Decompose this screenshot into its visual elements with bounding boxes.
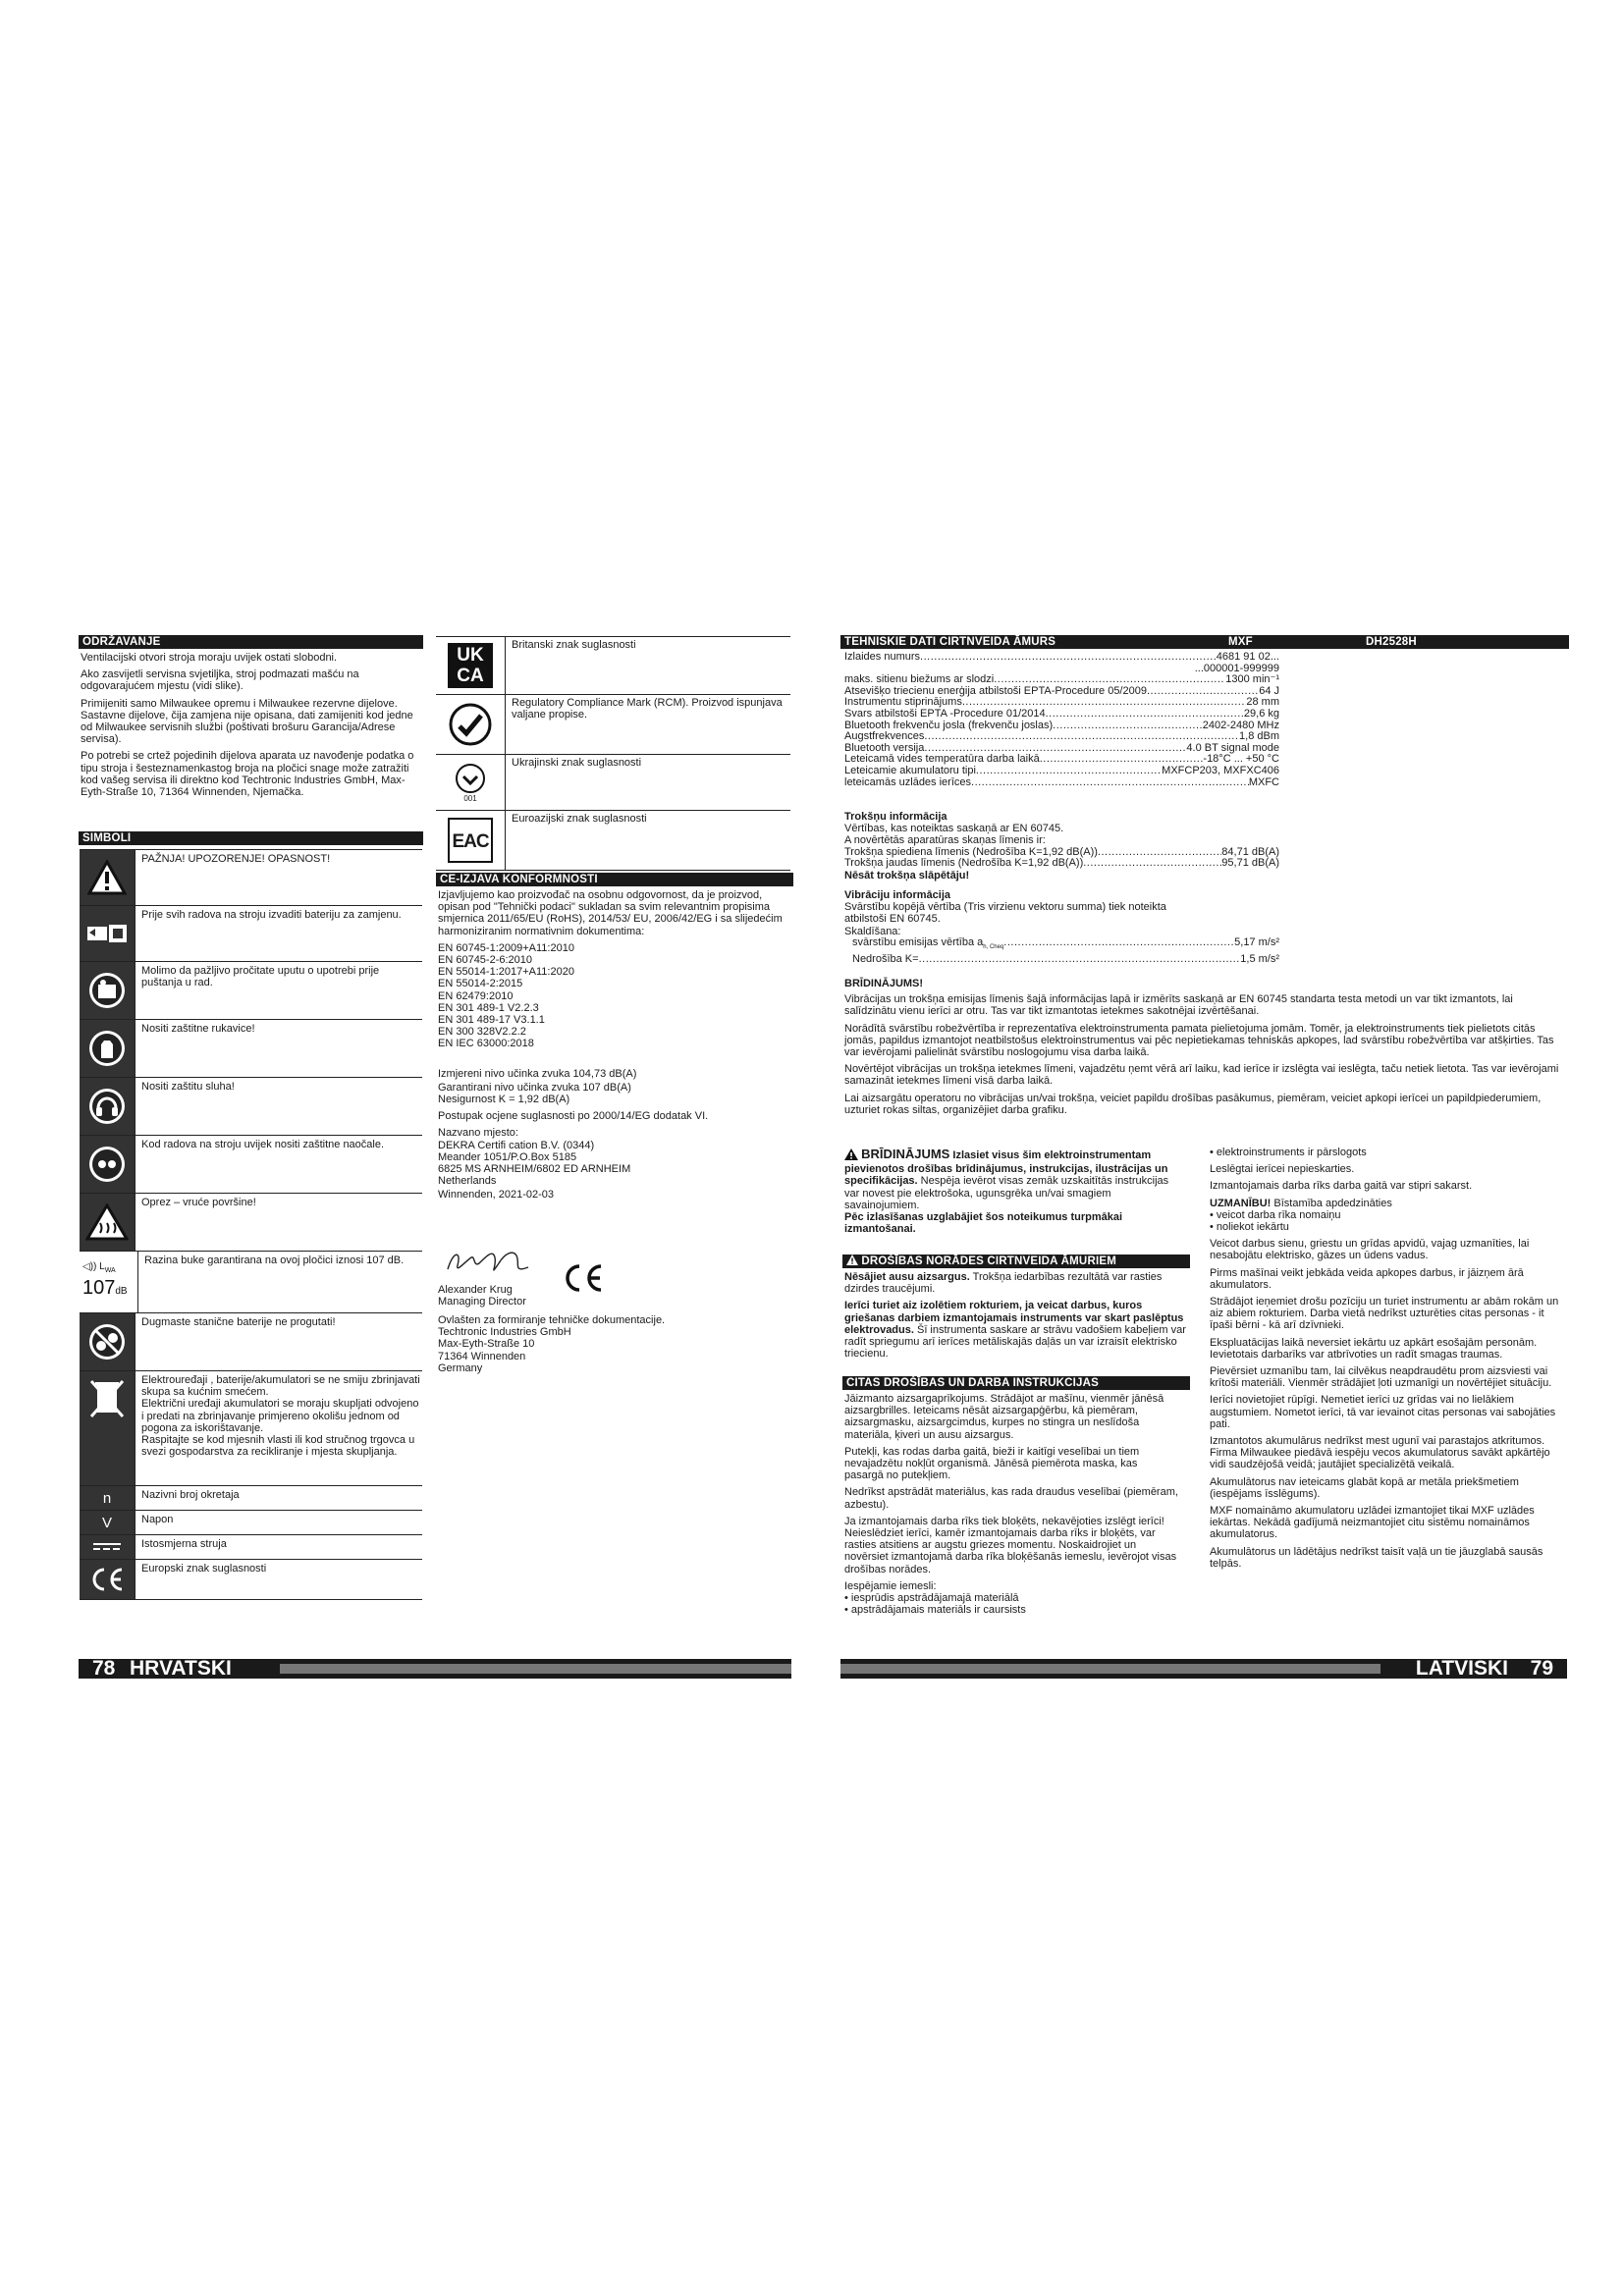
paragraph: Vibrācijas un trokšņa emisijas līmenis šajā informācijas lapā ir izmērīts saskaņā ar EN 60745 standarta testa metodi un var tikt izmantots, lai salīdzinātu vienu ierīci ar otru. Tas var tikt izmantotas ietekmes sakotnējai izvērtēšanai. — [844, 993, 1513, 1018]
paragraph: Norādītā svārstību robežvērtība ir reprezentatīva elektroinstrumenta pamata pielietojuma jomām. Tomēr, ja elektroinstruments tiek pielietots citās jomās, papildus izmantojot neatbilstošus elektroinstrumentus vai pēc nepietiekamas tehniskās apkopes, lad svārstību robežvērtība var atšķirties. Tas var ievērojami palielināt svārstību noslogojumu visa darba laikā. — [844, 1022, 1554, 1059]
spec-value: 4681 91 02... — [1216, 651, 1279, 663]
paragraph: Ja izmantojamais darba rīks tiek bloķēts, nekavējoties izslēgt ierīci! Neieslēdziet ierīci, kamēr izmantojamais darba rīks ir bloķēts, var rasties atsitiens ar augstu griezes momentu. Noskaidrojiet un novērsiet izmantojamā darba rīka bloķēšanās iemeslu, ievērojot visas drošības norādes. — [844, 1515, 1177, 1575]
spec-value: 28 mm — [1246, 696, 1279, 709]
paragraph: Pievērsiet uzmanību tam, lai cilvēkus neapdraudētu prom aizsviesti vai krītoši materiāli. Vienmēr strādājiet ļoti uzmanīgi un novērtējiet situāciju. — [1210, 1365, 1552, 1390]
footer-right — [840, 1659, 1567, 1679]
ce-intro: Izjavljujemo kao proizvođač na osobnu odgovornost, da je proizvod, opisan pod "Tehnički podaci" sukladan sa svim relevantnim propisima smjernica 2011/65/EU (RoHS), 2014/53/ EU, 2006/42/EG i sa slijedećim harmoniziranim normativnim dokumentima: — [438, 889, 783, 937]
tech-data-table — [844, 652, 1279, 788]
paragraph: Ierīci novietojiet rūpīgi. Nemetiet ierīci uz grīdas vai no lielākiem augstumiem. Nometot ierīci, tā var ievainot citas personas vai sabojāties pati. — [1210, 1394, 1556, 1430]
vibration-line: Skaldīšana: — [844, 925, 901, 937]
spec-row — [844, 954, 1279, 966]
ce-place-date: Winnenden, 2021-02-03 — [438, 1189, 555, 1201]
symbol-text: Dugmaste stanične baterije ne progutati! — [141, 1316, 336, 1328]
symbol-text: PAŽNJA! UPOZORENJE! OPASNOST! — [141, 853, 331, 865]
noise-warning: Nēsāt trokšņa slāpētāju! — [844, 869, 970, 881]
section-header-citas: CITAS DROŠĪBAS UN DARBA INSTRUKCIJAS — [842, 1376, 1190, 1390]
safety-goggles-icon — [80, 1136, 135, 1193]
eac-mark-icon — [436, 811, 506, 870]
remove-battery-icon — [80, 906, 135, 961]
section-header-odrzavanje: ODRŽAVANJE — [79, 635, 423, 649]
spec-value: MXFCP203, MXFXC406 — [1162, 764, 1279, 776]
paragraph: Akumulātorus nav ieteicams glabāt kopā ar metāla priekšmetiem (iespējams īsslēgums). — [1210, 1475, 1519, 1500]
symbol-text: Nazivni broj okretaja — [141, 1489, 240, 1501]
ear-protection-icon — [80, 1078, 135, 1135]
symbol-row — [80, 962, 422, 1020]
paragraph: Ventilacijski otvori stroja moraju uvijek ostati slobodni. — [81, 652, 338, 664]
mark-text: Britanski znak suglasnosti — [512, 639, 636, 651]
symbol-row — [80, 1136, 422, 1194]
ce-mark-icon — [80, 1560, 135, 1599]
mark-row — [436, 811, 790, 871]
warning-bold: Izlasiet visus šim elektroinstrumentam pievienotos drošības brīdinājumus, instrukcijas, ilustrācijas un specifikācijas. — [844, 1149, 1168, 1188]
symbol-row — [80, 1020, 422, 1078]
uzmanibu-text: Bīstamība apdedzināties — [1271, 1197, 1392, 1209]
mark-row — [436, 637, 790, 695]
paragraph: Veicot darbus sienu, griestu un grīdas apvidū, vajag uzmanīties, lai nesabojātu elektrisko, gāzes un ūdens vadus. — [1210, 1238, 1530, 1262]
paragraph: Ekspluatācijas laikā neversiet iekārtu uz apkārt esošajām personām. Ievietotais darbarīks var atbrīvoties un radīt smagas traumas. — [1210, 1336, 1538, 1361]
symbol-row — [80, 1535, 422, 1560]
ukca-top: UK — [457, 645, 484, 666]
paragraph: Lai aizsargātu operatoru no vibrācijas un/vai trokšņa, veiciet papildu drošības pasākumus, piemēram, veiciet apkopi ierīcei un papildpiederumiem, uzturiet rokas siltas, organizējiet darba grafiku. — [844, 1092, 1542, 1116]
paragraph: Leslēgtai ierīcei nepieskarties. — [1210, 1163, 1355, 1176]
symbol-row — [80, 1313, 422, 1371]
ce-notified-body: Nazvano mjesto: DEKRA Certifi cation B.V. (0344) Meander 1051/P.O.Box 5185 6825 MS ARNHEIM/6802 ED ARNHEIM Netherlands — [438, 1127, 631, 1188]
marks-table — [436, 636, 790, 871]
sound-lwa: L — [99, 1261, 105, 1272]
ce-uncertainty: Nesigurnost K = 1,92 dB(A) — [438, 1094, 570, 1106]
spec-label: Trokšņa spiediena līmenis (Nedrošība K=1,92 dB(A)) — [844, 845, 1098, 858]
mark-row — [436, 695, 790, 755]
no-charging-icon — [80, 1313, 135, 1370]
bridinajums-block — [844, 978, 1563, 1121]
gloves-icon — [80, 1020, 135, 1077]
bullet-list — [1210, 1209, 1563, 1233]
paragraph: MXF nomaināmo akumulatoru uzlādei izmantojiet tikai MXF uzlādes iekārtas. Nekādā gadījumā neizmantojiet citu sistēmu nomaināmos akumulatorus. — [1210, 1505, 1535, 1541]
paragraph: Iespējamie iemesli: — [844, 1579, 937, 1592]
spec-value: 84,71 dB(A) — [1221, 845, 1279, 858]
symbol-text: Istosmjerna struja — [141, 1538, 227, 1550]
spec-value: 5,17 m/s² — [1234, 935, 1279, 948]
uzmanibu-bold: UZMANĪBU! — [1210, 1197, 1272, 1209]
symbol-text: Nositi zaštitne rukavice! — [141, 1023, 255, 1035]
symbol-text: Elektrouređaji , baterije/akumulatori se ne smiju zbrinjavati skupa sa kućnim smećem. Električni uređaji akumulatori se moraju skupljati odvojeno i predati na zbrinjavanje primjereno okolišu jednom od pogona za iskorištavanje. Raspitajte se kod mjesnih vlasti ili kod stručnog trgovca u svezi gospodarstva za recikliranje i mjesta skupljanja. — [141, 1374, 420, 1459]
spec-value: -18°C ... +50 °C — [1203, 753, 1279, 766]
symbols-table — [80, 849, 422, 1600]
paragraph: Jāizmanto aizsargaprīkojums. Strādājot ar mašīnu, vienmēr jānēsā aizsargbrilles. Ieteicams nēsāt aizsargapģērbu, kā piemēram, aizsargmasku, aizsargcimdus, kurpes no stingra un neslīdoša materiāla, ķiveri un ausu aizsargus. — [844, 1393, 1164, 1441]
paragraph: Strādājot ieņemiet drošu pozīciju un turiet instrumentu ar abām rokām un aiz abiem rokturiem. Darba vietā nedrīkst uzturēties citas personas - it īpaši bērni - kā arī dzīvnieki. — [1210, 1296, 1559, 1332]
symbol-row — [80, 1560, 422, 1600]
right-column-text — [1210, 1147, 1563, 1575]
symbol-row — [80, 1511, 422, 1535]
warning-lead: BRĪDINĀJUMS — [861, 1147, 950, 1161]
paragraph — [1210, 1198, 1563, 1209]
footer-language: HRVATSKI — [130, 1657, 232, 1680]
paragraph: Ako zasvijetli servisna svjetiljka, stroj podmazati mašću na odgovarajućem mjestu (vidi slike). — [81, 668, 359, 693]
symbol-text: Nositi zaštitu sluha! — [141, 1081, 235, 1093]
paragraph: Nedrīkst apstrādāt materiālus, kas rada draudus veselībai (piemēram, azbestu). — [844, 1486, 1178, 1511]
spec-label: Atsevišķo triecienu enerģija atbilstoši EPTA-Procedure 05/2009 — [844, 684, 1147, 697]
spec-value: 1,5 m/s² — [1240, 952, 1279, 965]
spec-value: 1300 min⁻¹ — [1225, 673, 1279, 686]
normal-text: Trokšņa iedarbības rezultātā var rasties dzirdes traucējumi. — [844, 1271, 1163, 1296]
read-manual-icon — [80, 962, 135, 1019]
tech-col1: MXF — [1228, 636, 1253, 648]
citas-text — [844, 1393, 1178, 1616]
list-item: • iesprūdis apstrādājamajā materiālā — [844, 1592, 1178, 1604]
list-item: • elektroinstruments ir pārslogots — [1210, 1147, 1563, 1158]
section-header-drosibas — [842, 1255, 1190, 1268]
bridinajums-title: BRĪDINĀJUMS! — [844, 978, 924, 989]
warning-paragraph — [844, 1148, 1186, 1235]
spec-label: Instrumentu stiprinājums — [844, 696, 962, 709]
spec-row — [844, 777, 1279, 789]
paragraph: Pirms mašīnai veikt jebkāda veida apkopes darbus, ir jāizņem ārā akumulators. — [1210, 1266, 1524, 1291]
crossed-bin-icon — [80, 1371, 135, 1485]
spec-value: 95,71 dB(A) — [1221, 857, 1279, 870]
spec-value: 64 J — [1259, 684, 1279, 697]
vibration-sub: h, Cheq — [983, 944, 1004, 950]
symbol-row — [80, 1252, 422, 1313]
symbol-text: Kod radova na stroju uvijek nositi zaštitne naočale. — [141, 1139, 385, 1150]
spec-value: 1,8 dBm — [1239, 730, 1279, 743]
mark-text: Ukrajinski znak suglasnosti — [512, 757, 642, 769]
spec-value: 2402-2480 MHz — [1202, 719, 1279, 731]
paragraph — [844, 1300, 1186, 1360]
paragraph: Izmantojamais darba rīks darba gaitā var stipri sakarst. — [1210, 1180, 1473, 1193]
odrzavanje-text — [81, 652, 420, 803]
symbol-text: Prije svih radova na stroju izvaditi bateriju za zamjenu. — [141, 909, 402, 921]
citas-bullets — [844, 1592, 1178, 1616]
spec-label — [852, 937, 1003, 954]
vibration-label: svārstību emisijas vērtība a — [852, 935, 984, 948]
spec-label: maks. sitienu biežums ar slodzi — [844, 673, 995, 686]
spec-label: leteicamās uzlādes ierīces — [844, 775, 972, 788]
symbol-row — [80, 906, 422, 962]
ce-sound-measured: Izmjereni nivo učinka zvuka 104,73 dB(A) — [438, 1067, 637, 1080]
n-symbol: n — [80, 1486, 135, 1510]
symbol-text: Oprez – vruće površine! — [141, 1197, 256, 1208]
ukca-bottom: CA — [457, 666, 484, 686]
bold-lead: Nēsājiet ausu aizsargus. — [844, 1271, 970, 1283]
ukrainian-mark-icon — [436, 755, 506, 810]
spec-row — [844, 652, 1279, 664]
mark-row — [436, 755, 790, 811]
sound-unit: dB — [115, 1286, 128, 1297]
sound-power-icon: ◁)) $L_{WA}$ 107dB — [80, 1252, 138, 1312]
spec-row — [844, 709, 1279, 721]
spec-label: Nedrošība K= — [852, 952, 919, 965]
hot-surface-icon — [80, 1194, 135, 1251]
spec-label: Bluetooth versija — [844, 741, 925, 754]
noise-info — [844, 811, 1279, 881]
bullet-list — [1210, 1147, 1563, 1158]
spec-row — [844, 937, 1279, 954]
signature — [444, 1244, 532, 1279]
symbol-text: Molimo da pažljivo pročitate uputu o upotrebi prije puštanja u rad. — [141, 965, 380, 989]
section-header-simboli: SIMBOLI — [79, 831, 423, 845]
vibration-line: Svārstību kopējā vērtība (Tris virzienu vektoru summa) tiek noteikta atbilstoši EN 60745. — [844, 901, 1166, 926]
list-item: • apstrādājamais materiāls ir caursists — [844, 1604, 1178, 1616]
list-item: • veicot darba rīka nomaiņu — [1210, 1209, 1563, 1221]
ce-procedure: Postupak ocjene suglasnosti po 2000/14/EG dodatak VI. — [438, 1110, 709, 1123]
ce-sound-guaranteed: Garantirani nivo učinka zvuka 107 dB(A) — [438, 1081, 631, 1094]
spec-label: Bluetooth frekvenču josla (frekvenču joslas) — [844, 719, 1054, 731]
rcm-mark-icon — [436, 695, 506, 754]
ce-signer: Alexander Krug Managing Director — [438, 1284, 526, 1308]
page-number: 79 — [1530, 1657, 1553, 1680]
paragraph: Primijeniti samo Milwaukee opremu i Milwaukee rezervne dijelove. Sastavne dijelove, čija zamjena nije opisana, dati zamijeniti kod jedne od Milwaukee servisnih službi (poštivati brošuru Garancija/Adrese servisa). — [81, 697, 413, 746]
ua-number: 001 — [463, 793, 477, 803]
paragraph: Izmantotos akumulārus nedrīkst mest ugunī vai parastajos atkritumos. Firma Milwaukee piedāvā iespēju vecos akumulatorus savākt apkārtējo vidi saudzējošā veidā; jautājiet specializētā veikalā. — [1210, 1435, 1550, 1471]
vibration-title: Vibrāciju informācija — [844, 889, 951, 901]
ukca-mark-icon — [436, 637, 506, 694]
dc-symbol — [80, 1535, 135, 1559]
warning-normal: Nespēja ievērot visas zemāk uzskaitītās instrukcijas var novest pie elektrošoka, ugunsgrēka un/vai smagiem savainojumiem. — [844, 1175, 1169, 1211]
spec-value: ...000001-999999 — [1194, 662, 1279, 674]
symbol-text: Razina buke garantirana na ovoj pločici iznosi 107 dB. — [144, 1255, 405, 1266]
safety-warning-block — [844, 1148, 1186, 1240]
paragraph: Putekļi, kas rodas darba gaitā, bieži ir kaitīgi veselībai un tiem nevajadzētu nokļūt organismā. Jānēsā piemērota maska, kas pasargā no putekļiem. — [844, 1445, 1140, 1482]
warning-keep: Pēc izlasīšanas uzglabājiet šos noteikumus turpmākai izmantošanai. — [844, 1211, 1123, 1236]
spec-label: Izlaides numurs — [844, 651, 921, 663]
mark-text: Euroazijski znak suglasnosti — [512, 813, 647, 825]
spec-value: 29,6 kg — [1243, 707, 1279, 720]
mark-text: Regulatory Compliance Mark (RCM). Proizvod ispunjava valjane propise. — [512, 697, 783, 721]
footer-left — [79, 1659, 791, 1679]
noise-line: A novērtētās aparatūras skaņas līmenis ir: — [844, 834, 1046, 847]
symbol-text: Europski znak suglasnosti — [141, 1563, 267, 1575]
paragraph: Novērtējot vibrācijas un trokšņa ietekmes līmeni, vajadzētu ņemt vērā arī laiku, kad ierīce ir izslēgta vai ieslēgta, taču netiek lietota. Tas var ievērojami samazināt ietekmes līmeni visā darba laikā. — [844, 1063, 1559, 1088]
paragraph — [844, 1271, 1186, 1295]
spec-row — [844, 858, 1279, 870]
spec-label: Trokšņa jaudas līmenis (Nedrošība K=1,92 dB(A)) — [844, 857, 1084, 870]
noise-line: Vērtības, kas noteiktas saskaņā ar EN 60745. — [844, 823, 1064, 835]
normal-text: Šī instrumenta saskare ar strāvu vadošiem kabeļiem var radīt spriegumu arī ierīces metāliskajās daļās un var izraisīt elektrisko triecienu. — [844, 1323, 1186, 1361]
spec-label: Leteicamie akumulatoru tipi — [844, 764, 976, 776]
ce-authorized: Ovlašten za formiranje tehničke dokumentacije. Techtronic Industries GmbH Max-Eyth-Straße 10 71364 Winnenden Germany — [438, 1314, 666, 1374]
sound-value: 107 — [82, 1277, 116, 1299]
section-header-tech-data — [840, 635, 1569, 649]
symbol-text: Napon — [141, 1514, 174, 1525]
paragraph: Akumulātorus un lādētājus nedrīkst taisīt vaļā un tie jāuzglabā sausās telpās. — [1210, 1545, 1543, 1570]
tech-col2: DH2528H — [1366, 636, 1417, 648]
symbol-row — [80, 1078, 422, 1136]
spec-label: Leteicamā vides temperatūra darba laikā — [844, 753, 1040, 766]
noise-title: Trokšņu informācija — [844, 811, 947, 823]
spec-row — [844, 731, 1279, 743]
bold-lead: Ierīci turiet aiz izolētiem rokturiem, ja veicat darbus, kuros griešanas darbiem izmantojamais instruments var skart paslēptus elektrovadus. — [844, 1300, 1184, 1336]
symbol-row — [80, 1486, 422, 1511]
tech-data-title: TEHNISKIE DATI CIRTNVEIDA ĀMURS — [844, 636, 1056, 648]
spec-value: 4.0 BT signal mode — [1186, 741, 1279, 754]
drosibas-title: DROŠĪBAS NORĀDES CIRTNVEIDA ĀMURIEM — [861, 1255, 1116, 1267]
symbol-row — [80, 850, 422, 906]
spec-value: MXFC — [1248, 775, 1279, 788]
eac-text: EAC — [448, 818, 493, 863]
symbol-row — [80, 1194, 422, 1252]
spec-row — [844, 766, 1279, 777]
spec-label: Svars atbilstoši EPTA -Procedure 01/2014 — [844, 707, 1046, 720]
paragraph: Po potrebi se crtež pojedinih dijelova aparata uz navođenje podatka o tipu stroja i šesteznamenkastog broja na pločici snage može zatražiti kod vašeg servisa ili direktno kod Techtronic Industries GmbH, Max-Eyth-Straße 10, 71364 Winnenden, Njemačka. — [81, 750, 414, 799]
warning-triangle-icon — [80, 850, 135, 905]
footer-language: LATVISKI — [1415, 1657, 1508, 1680]
page-number: 78 — [92, 1657, 116, 1680]
section-header-ce-izjava: CE-IZJAVA KONFORMNOSTI — [436, 873, 793, 886]
sound-lwa-sub: WA — [104, 1267, 116, 1274]
spec-label: Augstfrekvences — [844, 730, 925, 743]
warning-triangle-icon — [844, 1148, 858, 1163]
symbol-row — [80, 1371, 422, 1486]
list-item: • noliekot iekārtu — [1210, 1221, 1563, 1233]
v-symbol: V — [80, 1511, 135, 1534]
ce-izjava-text — [438, 889, 789, 1206]
warning-triangle-icon — [846, 1255, 858, 1269]
ce-standards: EN 60745-1:2009+A11:2010 EN 60745-2-6:2010 EN 55014-1:2017+A11:2020 EN 55014-2:2015 EN 62479:2010 EN 301 489-1 V2.2.3 EN 301 489-17 V3.1.1 EN 300 328V2.2.2 EN IEC 63000:2018 — [438, 941, 574, 1050]
vibration-info — [844, 889, 1279, 965]
drosibas-text — [844, 1271, 1186, 1364]
